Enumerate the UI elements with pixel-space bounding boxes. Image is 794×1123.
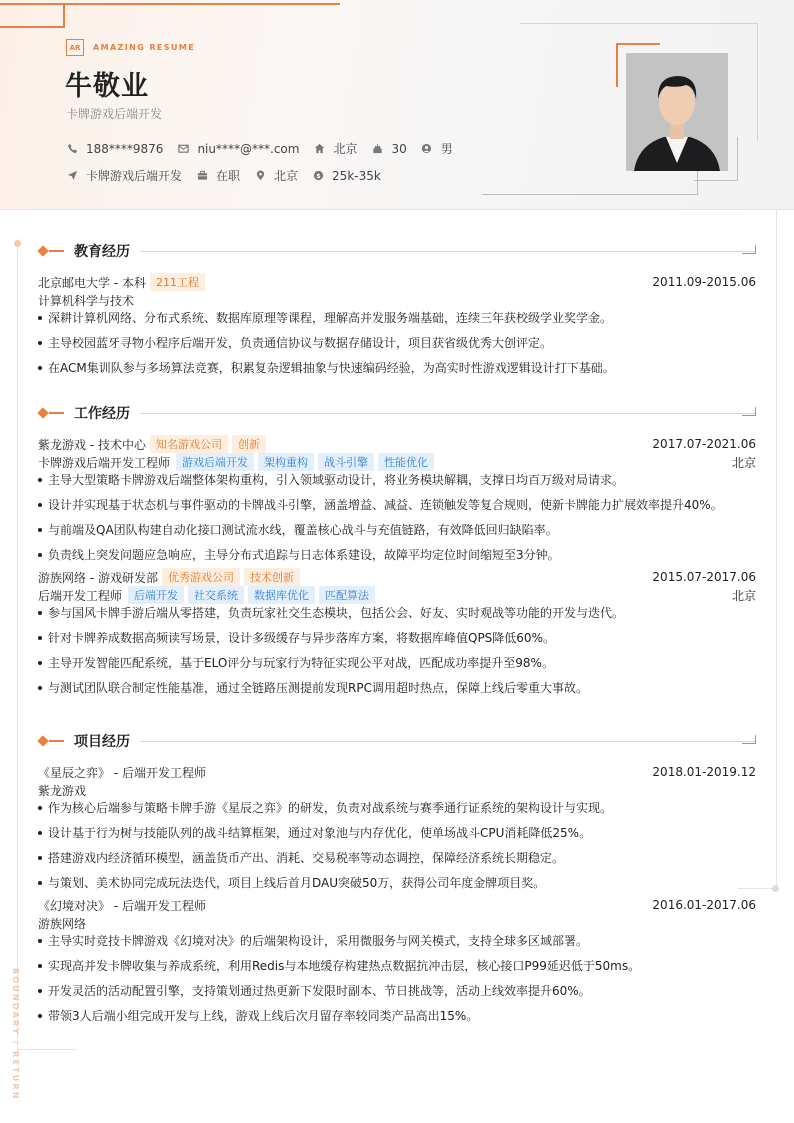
cake-icon <box>371 143 383 155</box>
skill-tag: 数据库优化 <box>248 586 315 604</box>
position-title: 后端开发工程师 <box>38 588 123 603</box>
school-tag: 211工程 <box>150 273 205 291</box>
list-item: 实现高并发卡牌收集与养成系统，利用Redis与本地缓存构建热点数据抗冲击层，核心接口P99延迟低于50ms。 <box>38 957 756 982</box>
section-header <box>38 241 756 261</box>
list-item: 与前端及QA团队构建自动化接口测试流水线，覆盖核心战斗与充值链路，有效降低回归缺陷率。 <box>38 521 756 546</box>
list-item: 搭建游戏内经济循环模型，涵盖货币产出、消耗、交易税率等动态调控，保障经济系统长期稳定。 <box>38 849 756 874</box>
project-bullets <box>38 799 756 896</box>
section-title: 教育经历 <box>74 244 130 260</box>
intent-city-text: 北京 <box>274 169 299 183</box>
work-bullets <box>38 471 756 568</box>
header-deco-line <box>737 137 738 181</box>
section-divider <box>140 413 756 414</box>
header-deco-line <box>697 168 698 195</box>
list-item: 深耕计算机网络、分布式系统、数据库原理等课程，理解高并发服务端基础，连续三年获校级学业奖学金。 <box>38 309 756 334</box>
education-section <box>38 241 756 384</box>
send-icon <box>66 170 78 182</box>
header-deco-line <box>757 23 758 141</box>
company-tag: 知名游戏公司 <box>150 435 228 453</box>
city-info <box>313 140 357 157</box>
section-title: 项目经历 <box>74 734 130 750</box>
phone-icon <box>66 143 78 155</box>
left-timeline-dot <box>14 240 21 247</box>
list-item: 参与国风卡牌手游后端从零搭建，负责玩家社交生态模块，包括公会、好友、实时观战等功能的开发与迭代。 <box>38 604 756 629</box>
job-title: 卡牌游戏后端开发 <box>66 107 163 121</box>
section-corner-mark <box>742 407 756 416</box>
job-intent-row <box>66 167 395 184</box>
work-location: 北京 <box>731 588 756 603</box>
skill-tag: 性能优化 <box>378 453 434 471</box>
section-title: 工作经历 <box>74 406 130 422</box>
header-deco-line <box>482 194 698 195</box>
header-deco-line <box>694 180 738 181</box>
left-timeline-line <box>17 243 18 1053</box>
list-item: 与策划、美术协同完成玩法迭代，项目上线后首月DAU突破50万，获得公司年度金牌项目奖。 <box>38 874 756 896</box>
list-item: 主导实时竞技卡牌游戏《幻境对决》的后端架构设计，采用微服务与网关模式，支持全球多区域部署。 <box>38 932 756 957</box>
project-name: 《幻境对决》 - 后端开发工程师 <box>38 898 206 913</box>
section-divider <box>140 251 756 252</box>
skill-tag: 游戏后端开发 <box>176 453 254 471</box>
project-name: 《星辰之弈》 - 后端开发工程师 <box>38 765 206 780</box>
employment-status-info <box>196 167 240 184</box>
skill-tag: 后端开发 <box>128 586 184 604</box>
list-item: 负责线上突发问题应急响应，主导分布式追踪与日志体系建设，故障平均定位时间缩短至3分钟。 <box>38 546 756 568</box>
gender-text: 男 <box>440 142 453 156</box>
section-dash <box>49 250 64 252</box>
intent-position-info <box>66 167 182 184</box>
education-entry-header <box>38 273 756 291</box>
diamond-icon <box>37 407 48 418</box>
list-item: 作为核心后端参与策略卡牌手游《星辰之弈》的研发，负责对战系统与赛季通行证系统的架构设计与实现。 <box>38 799 756 824</box>
header-accent-line <box>0 3 340 5</box>
skill-tag: 社交系统 <box>188 586 244 604</box>
projects-section <box>38 731 756 1032</box>
position-title: 卡牌游戏后端开发工程师 <box>38 455 171 470</box>
company-tag: 创新 <box>232 435 266 453</box>
skill-tag: 匹配算法 <box>319 586 375 604</box>
list-item: 与测试团队联合制定性能基准，通过全链路压测提前发现RPC调用超时热点，保障上线后零重大事故。 <box>38 679 756 704</box>
money-icon <box>312 170 324 182</box>
education-bullets <box>38 309 756 384</box>
work-location: 北京 <box>731 455 756 470</box>
project-entry-header <box>38 763 756 781</box>
contact-info-row <box>66 140 467 157</box>
profile-photo-illustration <box>626 53 728 171</box>
list-item: 带领3人后端小组完成开发与上线，游戏上线后次月留存率较同类产品高出15%。 <box>38 1007 756 1032</box>
phone-text: 188****9876 <box>86 141 164 156</box>
email-info <box>177 142 299 156</box>
section-header <box>38 731 756 751</box>
profile-photo <box>626 53 728 171</box>
section-dash <box>49 740 64 742</box>
company-name: 游族网络 - 游戏研发部 <box>38 570 158 585</box>
skill-tag: 战斗引擎 <box>318 453 374 471</box>
work-bullets <box>38 604 756 704</box>
phone-info <box>66 142 163 156</box>
list-item: 设计并实现基于状态机与事件驱动的卡牌战斗引擎，涵盖增益、减益、连锁触发等复合规则，使新卡牌能力扩展效率提升40%。 <box>38 496 756 521</box>
intent-city-info <box>254 167 298 184</box>
skill-tag: 架构重构 <box>258 453 314 471</box>
svg-text:$: $ <box>315 171 321 180</box>
right-deco-dot <box>772 885 779 892</box>
email-text: niu****@***.com <box>197 141 300 156</box>
section-header <box>38 403 756 423</box>
list-item: 设计基于行为树与技能队列的战斗结算框架，通过对象池与内存优化，使单场战斗CPU消耗降低25%。 <box>38 824 756 849</box>
header-accent-line <box>63 3 65 28</box>
project-entry-header <box>38 896 756 914</box>
project-date: 2018.01-2019.12 <box>652 765 756 779</box>
section-corner-mark <box>742 735 756 744</box>
employment-status-text: 在职 <box>216 169 241 183</box>
work-position-row <box>38 453 756 471</box>
company-tag: 技术创新 <box>244 568 300 586</box>
company-tag: 优秀游戏公司 <box>162 568 240 586</box>
diamond-icon <box>37 245 48 256</box>
list-item: 针对卡牌养成数据高频读写场景，设计多级缓存与异步落库方案，将数据库峰值QPS降低60%。 <box>38 629 756 654</box>
work-date: 2017.07-2021.06 <box>652 437 756 451</box>
project-bullets <box>38 932 756 1032</box>
city-text: 北京 <box>333 142 358 156</box>
right-deco-line <box>776 210 777 888</box>
school-name: 北京邮电大学 - 本科 <box>38 275 146 290</box>
project-date: 2016.01-2017.06 <box>652 898 756 912</box>
mail-icon <box>177 143 189 155</box>
list-item: 主导大型策略卡牌游戏后端整体架构重构，引入领域驱动设计，将业务模块解耦，支撑日均百万级对局请求。 <box>38 471 756 496</box>
side-vertical-text: BOUNDARY / RETURN <box>11 968 20 1101</box>
work-entry-header <box>38 435 756 453</box>
salary-info <box>312 169 381 183</box>
section-divider <box>140 741 756 742</box>
home-icon <box>313 143 325 155</box>
company-name: 紫龙游戏 - 技术中心 <box>38 437 146 452</box>
left-deco-line <box>17 1049 77 1050</box>
resume-header <box>0 0 794 210</box>
work-date: 2015.07-2017.06 <box>652 570 756 584</box>
header-deco-line <box>520 23 758 24</box>
intent-position-text: 卡牌游戏后端开发 <box>86 169 183 183</box>
work-position-row <box>38 586 756 604</box>
list-item: 在ACM集训队参与多场算法竞赛，积累复杂逻辑抽象与快速编码经验，为高实时性游戏逻辑设计打下基础。 <box>38 359 756 384</box>
briefcase-icon <box>196 170 208 182</box>
list-item: 主导开发智能匹配系统，基于ELO评分与玩家行为特征实现公平对战，匹配成功率提升至98%。 <box>38 654 756 679</box>
salary-text: 25k-35k <box>332 168 381 183</box>
gender-info <box>421 140 453 157</box>
logo-badge: AR <box>66 39 84 56</box>
diamond-icon <box>37 735 48 746</box>
age-info <box>371 142 406 156</box>
major: 计算机科学与技术 <box>38 293 135 308</box>
list-item: 主导校园蓝牙寻物小程序后端开发，负责通信协议与数据存储设计，项目获省级优秀大创评定。 <box>38 334 756 359</box>
project-company: 紫龙游戏 <box>38 783 87 798</box>
work-section <box>38 403 756 704</box>
gender-icon <box>421 143 433 155</box>
header-accent-line <box>0 26 64 28</box>
age-text: 30 <box>391 141 407 156</box>
brand-text: AMAZING RESUME <box>93 43 196 52</box>
list-item: 开发灵活的活动配置引擎，支持策划通过热更新下发限时副本、节日挑战等，活动上线效率提升60%。 <box>38 982 756 1007</box>
location-pin-icon <box>254 170 266 182</box>
project-company: 游族网络 <box>38 916 87 931</box>
candidate-name: 牛敬业 <box>65 71 149 102</box>
education-date: 2011.09-2015.06 <box>652 275 756 289</box>
section-dash <box>49 412 64 414</box>
work-entry-header <box>38 568 756 586</box>
section-corner-mark <box>742 245 756 254</box>
